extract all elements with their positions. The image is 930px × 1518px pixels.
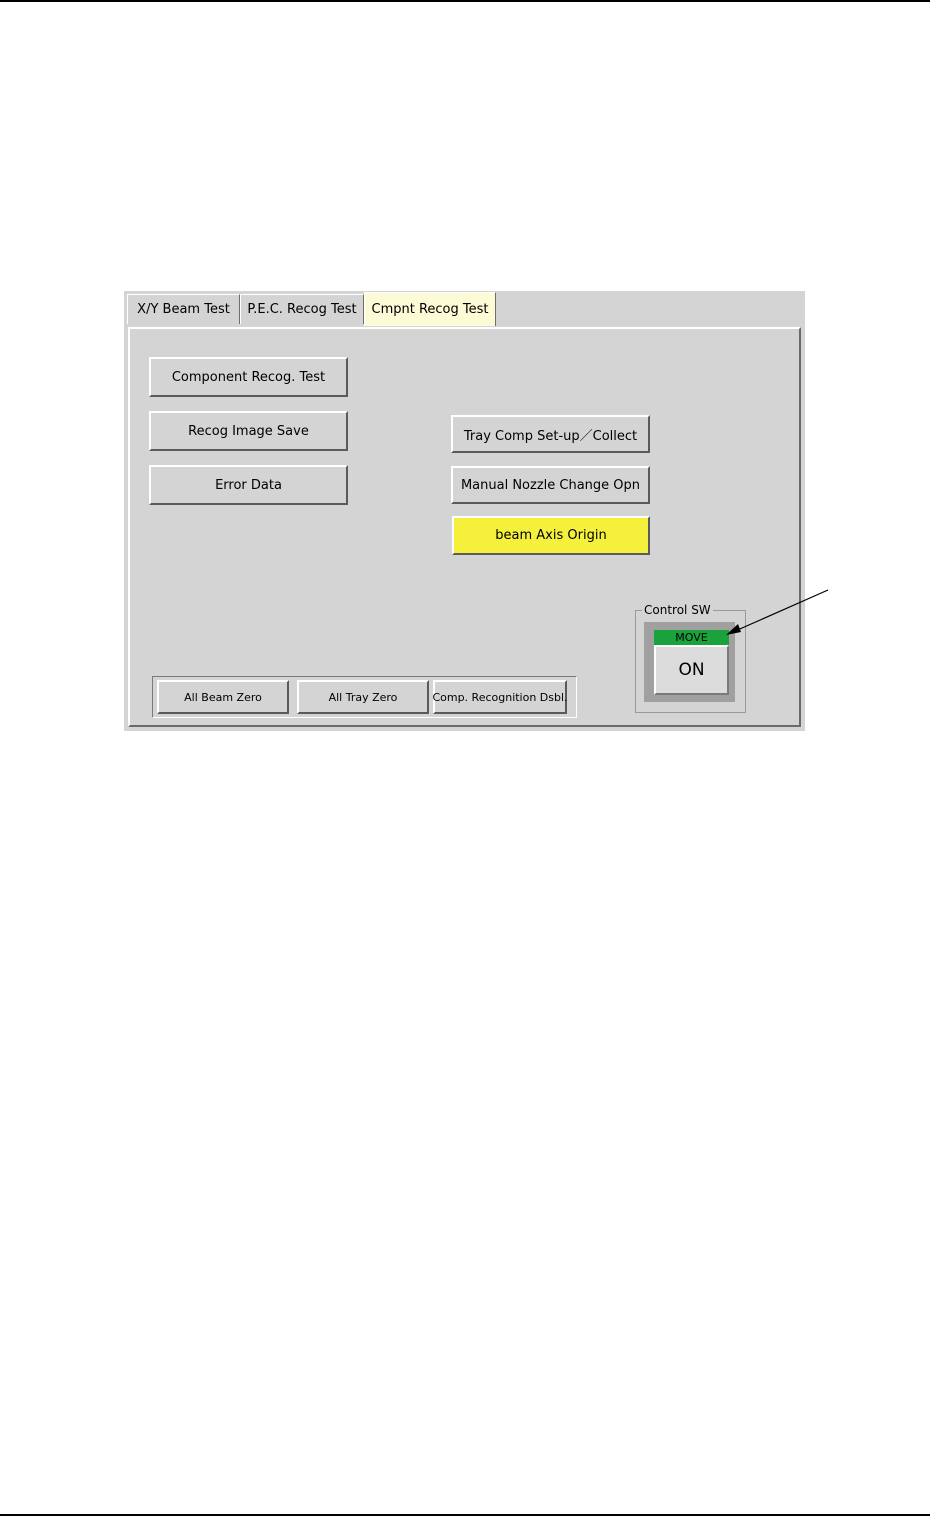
error-data-button[interactable]: Error Data	[149, 465, 348, 505]
component-recog-test-button[interactable]: Component Recog. Test	[149, 357, 348, 397]
on-button[interactable]: ON	[654, 645, 729, 695]
all-beam-zero-button[interactable]: All Beam Zero	[157, 680, 289, 714]
tab-xy-beam-test[interactable]: X/Y Beam Test	[127, 294, 240, 324]
all-tray-zero-button[interactable]: All Tray Zero	[297, 680, 429, 714]
comp-recognition-dsbl-button[interactable]: Comp. Recognition Dsbl.	[433, 680, 567, 714]
control-sw-label: Control SW	[644, 603, 711, 617]
tab-pec-recog-test[interactable]: P.E.C. Recog Test	[240, 294, 364, 324]
recog-image-save-button[interactable]: Recog Image Save	[149, 411, 348, 451]
move-status-indicator: MOVE	[654, 630, 729, 645]
tray-comp-setup-button[interactable]: Tray Comp Set-up／Collect	[451, 415, 650, 453]
callout-arrowhead	[726, 624, 741, 635]
callout-arrow-line	[733, 590, 828, 632]
beam-axis-origin-button[interactable]: beam Axis Origin	[452, 516, 650, 555]
footer-rule	[0, 1514, 930, 1516]
manual-nozzle-change-button[interactable]: Manual Nozzle Change Opn	[451, 466, 650, 504]
tab-cmpnt-recog-test[interactable]: Cmpnt Recog Test	[364, 292, 496, 326]
